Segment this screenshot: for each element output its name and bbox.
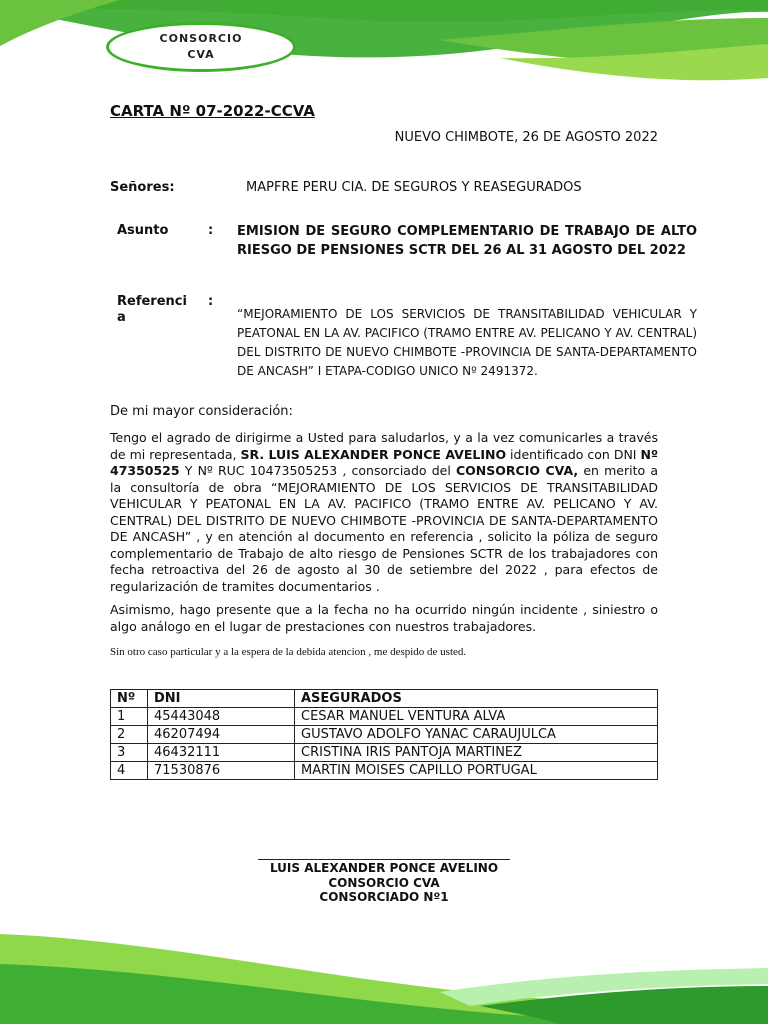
recipient-value: MAPFRE PERU CIA. DE SEGUROS Y REASEGURADOS <box>246 180 582 195</box>
signature-block <box>258 859 510 905</box>
cell-dni: 45443048 <box>148 708 295 726</box>
cell-dni: 46432111 <box>148 744 295 762</box>
cell-number: 4 <box>111 762 148 780</box>
p1-text-e: Y Nº RUC 10473505253 , consorciado del <box>179 463 456 478</box>
signature-line <box>258 859 510 860</box>
cell-name: MARTIN MOISES CAPILLO PORTUGAL <box>295 762 658 780</box>
company-logo <box>106 22 296 72</box>
letter-title: CARTA Nº 07-2022-CCVA <box>110 102 315 120</box>
table-row <box>111 762 658 780</box>
reference-label-line-2: a <box>117 310 126 325</box>
table-row <box>111 726 658 744</box>
table-row <box>111 744 658 762</box>
cell-name: GUSTAVO ADOLFO YANAC CARAUJULCA <box>295 726 658 744</box>
cell-dni: 71530876 <box>148 762 295 780</box>
place-date: NUEVO CHIMBOTE, 26 DE AGOSTO 2022 <box>394 130 658 145</box>
insured-table <box>110 689 658 780</box>
table-row <box>111 708 658 726</box>
greeting: De mi mayor consideración: <box>110 404 293 419</box>
p1-text-c: identificado con DNI <box>506 446 641 462</box>
cell-name: CESAR MANUEL VENTURA ALVA <box>295 708 658 726</box>
cell-name: CRISTINA IRIS PANTOJA MARTINEZ <box>295 744 658 762</box>
logo-line-1: CONSORCIO <box>159 32 243 45</box>
table-header-row <box>111 690 658 708</box>
cell-number: 3 <box>111 744 148 762</box>
cell-number: 2 <box>111 726 148 744</box>
body-paragraph-1 <box>110 430 658 595</box>
col-header-number: Nº <box>111 690 148 708</box>
reference-label-line-1: Referenci <box>117 294 187 309</box>
p1-dni: Nº 47350525 <box>110 446 658 478</box>
closing-line: Sin otro caso particular y a la espera de la debida atencion , me despido de usted. <box>110 646 467 658</box>
footer-waves-decoration <box>0 934 768 1024</box>
signatory-organization: CONSORCIO CVA <box>328 875 440 890</box>
p1-text-g: en merito a la consultoría de obra “MEJORAMIENTO DE LOS SERVICIOS DE TRANSITABILIDAD VEHICULAR Y PEATONAL EN LA AV. PACIFICO (TRAMO ENTRE AV. PELICANO Y AV. CENTRAL) DEL DISTRITO DE NUEVO CHIMBOTE -PROVINCIA DE SANTA-DEPARTAMENTO DE ANCASH” , y en atención al documento en referencia , solicito la póliza de seguro complementario de Trabajo de alto riesgo de Pensiones SCTR de los trabajadores con fecha retroactiva del 26 de agosto al 30 de setiembre del 2022 , para efectos de regularización de tramites documentarios . <box>110 463 658 594</box>
cell-number: 1 <box>111 708 148 726</box>
body-paragraph-2: Asimismo, hago presente que a la fecha no ha ocurrido ningún incidente , siniestro o algo análogo en el lugar de prestaciones con nuestros trabajadores. <box>110 602 658 634</box>
p1-consortium: CONSORCIO CVA, <box>456 463 579 478</box>
p1-representative-name: SR. LUIS ALEXANDER PONCE AVELINO <box>240 446 507 462</box>
reference-label <box>117 294 187 326</box>
subject-label: Asunto <box>117 223 169 238</box>
reference-text: “MEJORAMIENTO DE LOS SERVICIOS DE TRANSITABILIDAD VEHICULAR Y PEATONAL EN LA AV. PACIFICO (TRAMO ENTRE AV. PELICANO Y AV. CENTRAL) DEL DISTRITO DE NUEVO CHIMBOTE -PROVINCIA DE SANTA-DEPARTAMENTO DE ANCASH” I ETAPA-CODIGO UNICO Nº 2491372. <box>237 307 697 378</box>
cell-dni: 46207494 <box>148 726 295 744</box>
col-header-dni: DNI <box>148 690 295 708</box>
p1-text-a: Tengo el agrado de dirigirme a Usted para saludarlos, y a la vez comunicarles a través de mi representada, <box>110 430 658 462</box>
subject-colon: : <box>208 223 214 238</box>
col-header-insured: ASEGURADOS <box>295 690 658 708</box>
signatory-role: CONSORCIADO Nº1 <box>319 890 449 904</box>
reference-colon: : <box>208 294 214 309</box>
logo-line-2: CVA <box>187 48 215 61</box>
recipient-label: Señores: <box>110 180 175 195</box>
subject-text: EMISION DE SEGURO COMPLEMENTARIO DE TRABAJO DE ALTO RIESGO DE PENSIONES SCTR DEL 26 AL 31 AGOSTO DEL 2022 <box>237 224 697 258</box>
signatory-name: LUIS ALEXANDER PONCE AVELINO <box>269 861 499 875</box>
